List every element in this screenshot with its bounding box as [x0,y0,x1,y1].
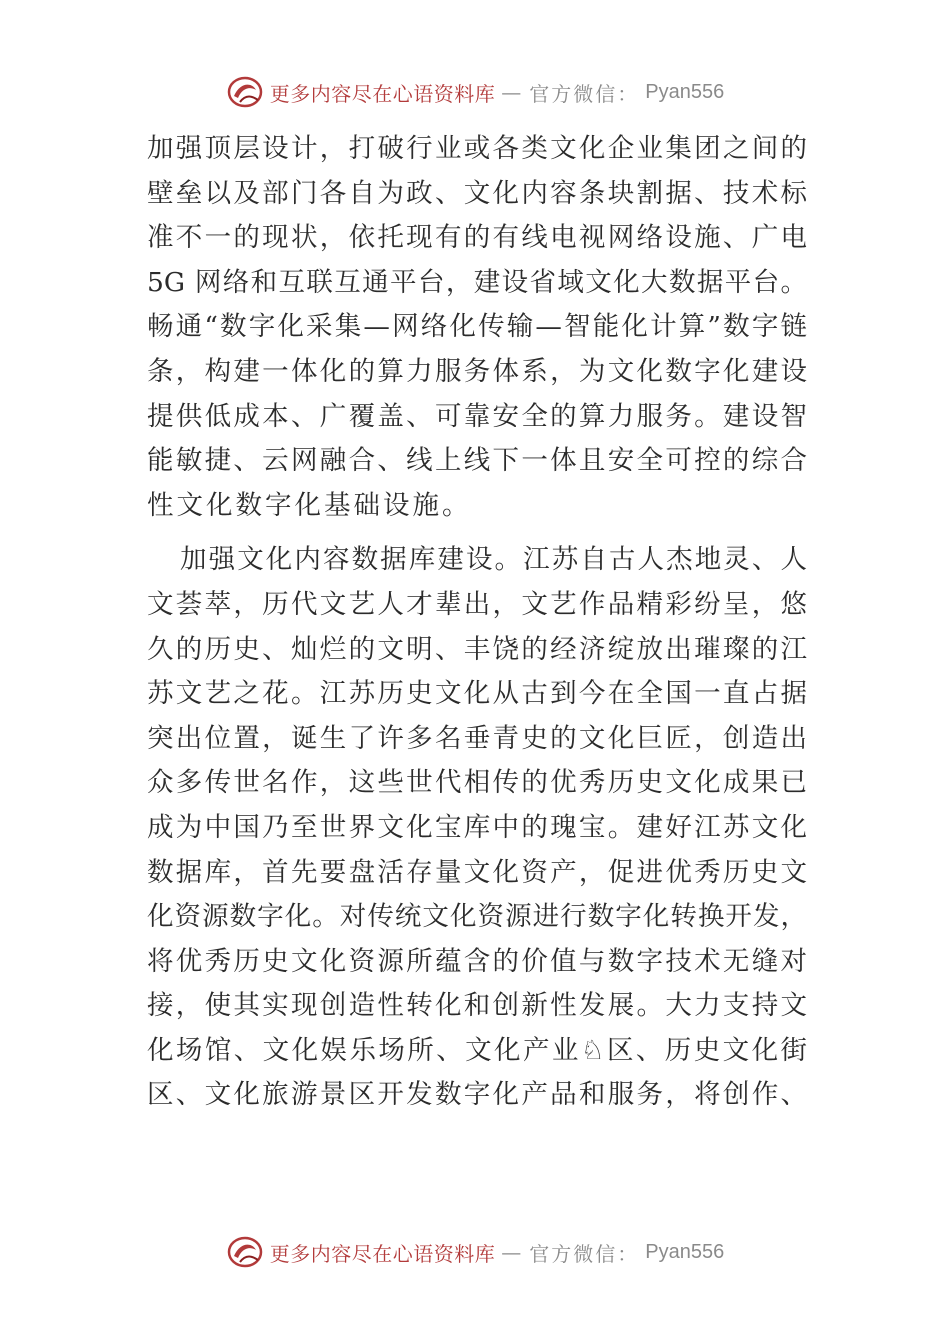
text-line: 壁垒以及部门各自为政、文化内容条块割据、技术标 [147,177,807,209]
paragraph-2 [147,538,807,1118]
text-line: 数据库，首先要盘活存量文化资产，促进优秀历史文 [147,856,807,888]
footer-banner [0,1232,950,1272]
document-body [147,127,807,1118]
text-line: 能敏捷、云网融合、线上线下一体且安全可控的综合 [147,445,807,477]
text-line: 接，使其实现创造性转化和创新性发展。大力支持文 [147,990,807,1022]
text-line: 将优秀历史文化资源所蕴含的价值与数字技术无缝对 [147,945,807,977]
banner-wechat-label: 官方微信： [529,1241,640,1266]
text-line: 5G 网络和互联互通平台，建设省域文化大数据平台。 [147,266,807,298]
text-line: 性文化数字化基础设施。 [147,489,472,521]
text-line: 众多传世名作，这些世代相传的优秀历史文化成果已 [147,767,807,799]
text-line: 畅通“数字化采集—网络化传输—智能化计算”数字链 [147,311,807,343]
banner-dash: — [501,1240,524,1264]
text-line: 条，构建一体化的算力服务体系，为文化数字化建设 [147,355,807,387]
banner-wechat-id: Pyan556 [645,1240,725,1263]
banner-wechat-label: 官方微信： [529,81,640,106]
banner-site-name: 更多内容尽在心语资料库 [269,81,496,106]
text-line: 突出位置，诞生了许多名垂青史的文化巨匠，创造出 [147,722,807,754]
header-banner [0,72,950,112]
banner-site-name: 更多内容尽在心语资料库 [269,1241,496,1266]
text-line: 提供低成本、广覆盖、可靠安全的算力服务。建设智 [147,400,807,432]
banner-dash: — [501,80,524,104]
text-line: 成为中国乃至世界文化宝库中的瑰宝。建好江苏文化 [147,811,807,843]
text-line: 久的历史、灿烂的文明、丰饶的经济绽放出璀璨的江 [147,633,807,665]
banner-wechat-id: Pyan556 [645,80,725,103]
logo-icon [226,74,264,110]
text-line: 区、文化旅游景区开发数字化产品和服务，将创作、 [147,1079,807,1111]
text-line: 化资源数字化。对传统文化资源进行数字化转换开发， [147,901,807,933]
text-line: 文荟萃，历代文艺人才辈出，文艺作品精彩纷呈，悠 [147,588,807,620]
text-line: 加强顶层设计，打破行业或各类文化企业集团之间的 [147,133,807,164]
text-line: 苏文艺之花。江苏历史文化从古到今在全国一直占据 [147,678,807,710]
paragraph-1 [147,127,807,528]
text-line: 加强文化内容数据库建设。江苏自古人杰地灵、人 [180,544,807,576]
logo-icon [226,1234,264,1270]
text-line: 准不一的现状，依托现有的有线电视网络设施、广电 [147,222,807,254]
text-line: 化场馆、文化娱乐场所、文化产业♘区、历史文化街 [147,1034,807,1066]
